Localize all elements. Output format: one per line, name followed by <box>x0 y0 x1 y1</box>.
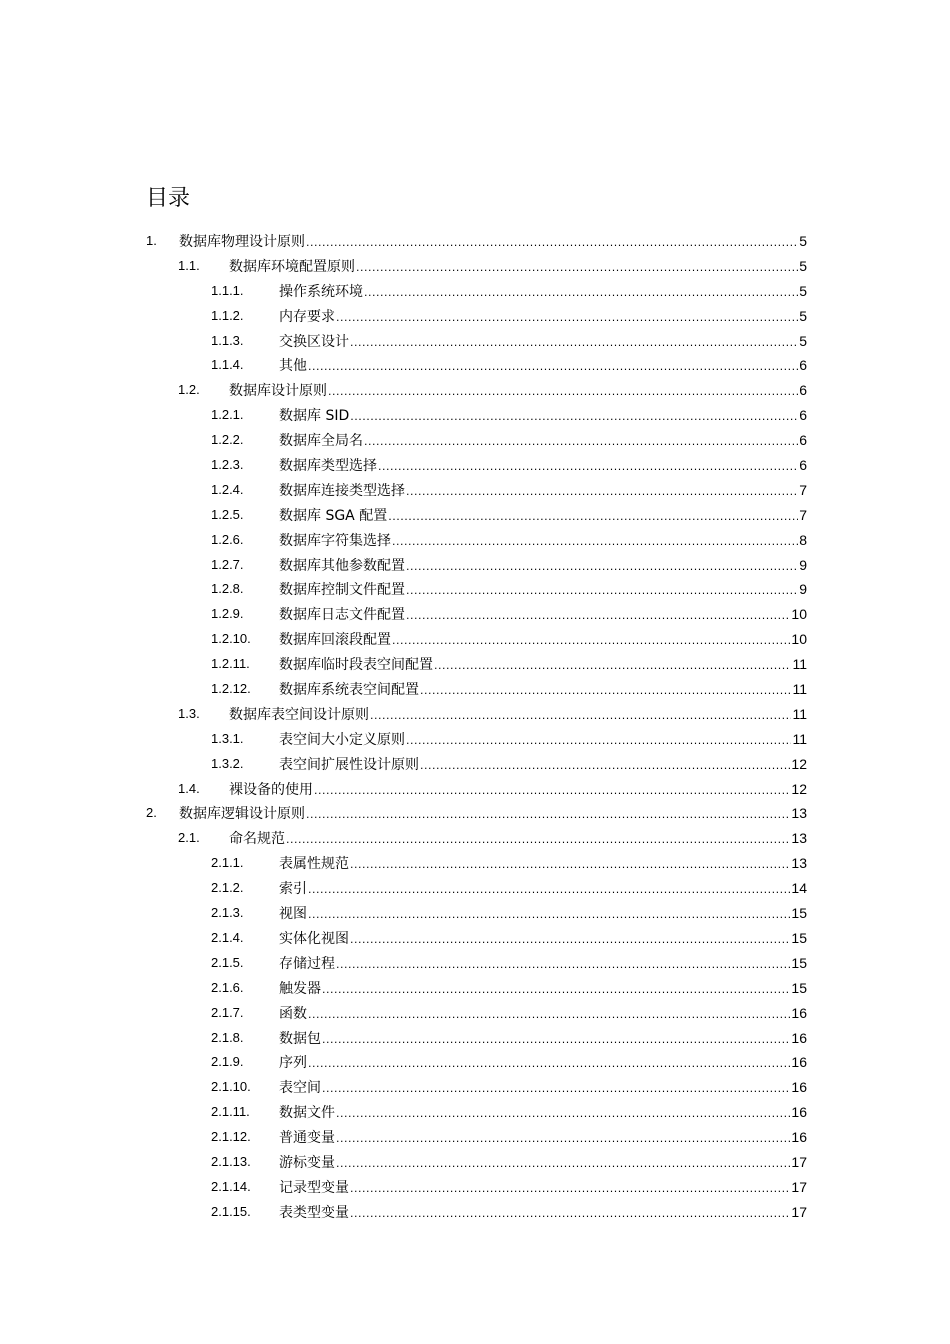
toc-dot-leader <box>350 928 790 953</box>
toc-entry-number: 1.2.2. <box>211 432 244 448</box>
toc-dot-leader <box>406 579 798 604</box>
toc-entry-body <box>279 876 807 903</box>
toc-entry-body <box>179 229 807 256</box>
toc-dot-leader <box>336 1127 790 1152</box>
toc-entry-body <box>279 403 807 430</box>
toc-entry-number: 1. <box>146 233 157 248</box>
toc-dot-leader <box>370 704 791 729</box>
toc-entry-text: 数据库物理设计原则 <box>179 234 305 250</box>
toc-entry[interactable] <box>0 976 950 1001</box>
toc-dot-leader <box>306 803 790 828</box>
toc-entry-body <box>279 926 807 953</box>
toc-entry-text: 表空间扩展性设计原则 <box>279 756 419 773</box>
toc-entry-page: 11 <box>792 656 807 673</box>
toc-entry-body <box>229 826 807 853</box>
toc-entry-text: 序列 <box>279 1055 307 1072</box>
toc-entry[interactable] <box>0 1001 950 1026</box>
toc-entry-text: 表类型变量 <box>279 1204 349 1221</box>
toc-entry-body <box>179 801 807 828</box>
toc-dot-leader <box>322 1028 790 1053</box>
toc-list <box>0 229 950 1225</box>
toc-dot-leader <box>364 281 798 306</box>
toc-entry-page: 11 <box>792 705 807 722</box>
toc-dot-leader <box>314 779 790 804</box>
toc-entry-number: 2.1.12. <box>211 1129 251 1145</box>
toc-entry-text: 记录型变量 <box>279 1179 349 1196</box>
toc-entry[interactable] <box>0 1125 950 1150</box>
toc-entry-body <box>279 901 807 928</box>
toc-entry-text: 存储过程 <box>279 955 335 972</box>
toc-entry-number: 2.1.7. <box>211 1004 244 1020</box>
toc-entry-page: 15 <box>791 954 807 971</box>
toc-entry-number: 1.3. <box>178 705 200 721</box>
toc-entry-body <box>279 627 807 654</box>
toc-entry-body <box>279 1075 807 1102</box>
toc-entry[interactable] <box>0 453 950 478</box>
toc-entry-body <box>279 1200 807 1227</box>
toc-entry-number: 2.1.14. <box>211 1178 251 1194</box>
toc-entry-number: 1.1.3. <box>211 332 244 348</box>
toc-dot-leader <box>336 306 798 331</box>
toc-dot-leader <box>336 1102 790 1127</box>
toc-entry-number: 2.1.1. <box>211 855 244 871</box>
toc-entry-body <box>279 1175 807 1202</box>
toc-entry[interactable] <box>0 378 950 403</box>
toc-entry-page: 5 <box>799 332 807 349</box>
toc-entry-text: 数据库环境配置原则 <box>229 258 355 275</box>
toc-entry-page: 5 <box>799 307 807 324</box>
toc-entry[interactable] <box>0 503 950 528</box>
toc-entry-number: 1.2.10. <box>211 631 251 647</box>
toc-entry-body <box>279 1001 807 1028</box>
toc-entry-body <box>279 1125 807 1152</box>
toc-entry[interactable] <box>0 304 950 329</box>
toc-entry-page: 7 <box>799 481 807 498</box>
toc-entry-body <box>279 329 807 356</box>
toc-entry-number: 2.1.6. <box>211 979 244 995</box>
toc-entry[interactable] <box>0 851 950 876</box>
toc-entry-text: 裸设备的使用 <box>229 781 313 798</box>
toc-entry-number: 2.1.8. <box>211 1029 244 1045</box>
toc-entry-page: 15 <box>791 979 807 996</box>
toc-entry[interactable] <box>0 1075 950 1100</box>
toc-entry[interactable] <box>0 478 950 503</box>
toc-entry-body <box>229 702 807 729</box>
toc-dot-leader <box>406 555 798 580</box>
toc-entry-text: 数据库设计原则 <box>229 383 327 400</box>
toc-entry-page: 17 <box>791 1178 807 1195</box>
toc-dot-leader <box>336 1152 790 1177</box>
toc-entry-page: 10 <box>791 606 807 623</box>
toc-entry-number: 1.1.1. <box>211 282 244 298</box>
toc-entry-page: 7 <box>799 506 807 523</box>
toc-entry-text: 索引 <box>279 881 307 898</box>
toc-entry-body <box>229 378 807 405</box>
toc-entry-number: 1.2.4. <box>211 481 244 497</box>
toc-entry-text: 普通变量 <box>279 1130 335 1147</box>
toc-entry-number: 1.3.2. <box>211 755 244 771</box>
toc-entry-text: 命名规范 <box>229 831 285 848</box>
toc-entry-number: 2.1.4. <box>211 929 244 945</box>
toc-entry[interactable] <box>0 926 950 951</box>
toc-entry[interactable] <box>0 652 950 677</box>
toc-entry-text: 实体化视图 <box>279 930 349 947</box>
toc-entry-number: 2. <box>146 805 157 821</box>
toc-entry[interactable] <box>0 279 950 304</box>
toc-entry-body <box>279 976 807 1003</box>
toc-entry[interactable] <box>0 428 950 453</box>
toc-dot-leader <box>392 629 790 654</box>
toc-entry-number: 1.3.1. <box>211 730 244 746</box>
toc-dot-leader <box>286 828 790 853</box>
toc-entry[interactable] <box>0 677 950 702</box>
toc-dot-leader <box>364 430 798 455</box>
toc-entry-text: 表空间大小定义原则 <box>279 731 405 748</box>
toc-entry-body <box>279 453 807 480</box>
toc-entry-number: 1.1.2. <box>211 307 244 323</box>
toc-entry-number: 1.2.3. <box>211 457 244 473</box>
toc-dot-leader <box>308 1003 790 1028</box>
toc-entry-page: 17 <box>791 1203 807 1220</box>
toc-entry-number: 2.1.15. <box>211 1203 251 1219</box>
toc-entry-page: 5 <box>799 257 807 274</box>
toc-entry-body <box>279 727 807 754</box>
toc-entry-number: 1.2.11. <box>211 656 250 672</box>
toc-entry-text: 数据库表空间设计原则 <box>229 706 369 723</box>
toc-entry[interactable] <box>0 702 950 727</box>
toc-entry-body <box>279 1100 807 1127</box>
toc-entry[interactable] <box>0 1200 950 1225</box>
toc-entry-page: 16 <box>791 1079 807 1096</box>
toc-entry-page: 6 <box>799 457 807 474</box>
toc-entry-page: 13 <box>791 855 807 872</box>
toc-entry-body <box>229 254 807 281</box>
toc-entry[interactable] <box>0 528 950 553</box>
toc-entry[interactable] <box>0 1050 950 1075</box>
toc-dot-leader <box>392 530 798 555</box>
toc-entry[interactable] <box>0 901 950 926</box>
toc-entry[interactable] <box>0 1150 950 1175</box>
toc-entry-number: 2.1.5. <box>211 954 244 970</box>
toc-entry-number: 1.2.5. <box>211 506 244 522</box>
toc-entry-page: 15 <box>791 905 807 922</box>
toc-entry-text: 数据库逻辑设计原则 <box>179 806 305 823</box>
toc-entry-text: 视图 <box>279 906 307 923</box>
toc-entry-text: 触发器 <box>279 980 321 997</box>
toc-entry-page: 16 <box>791 1129 807 1146</box>
toc-entry[interactable] <box>0 826 950 851</box>
toc-entry-body <box>279 528 807 555</box>
toc-entry-body <box>279 652 807 679</box>
toc-entry[interactable] <box>0 353 950 378</box>
toc-entry-page: 16 <box>791 1054 807 1071</box>
toc-entry-text: 数据库全局名 <box>279 433 363 450</box>
toc-dot-leader <box>336 953 790 978</box>
toc-entry-page: 16 <box>791 1029 807 1046</box>
toc-entry-body <box>279 304 807 331</box>
toc-entry-page: 11 <box>792 730 807 747</box>
toc-entry-page: 6 <box>799 357 807 374</box>
toc-entry-page: 15 <box>791 929 807 946</box>
toc-entry-page: 16 <box>791 1104 807 1121</box>
toc-entry-text: 数据库字符集选择 <box>279 532 391 549</box>
toc-entry-page: 10 <box>791 631 807 648</box>
toc-entry-page: 11 <box>792 681 807 698</box>
toc-entry-text: 数据库控制文件配置 <box>279 582 405 599</box>
toc-entry-body <box>229 777 807 804</box>
toc-entry-body <box>279 478 807 505</box>
toc-entry-page: 9 <box>799 581 807 598</box>
toc-dot-leader <box>350 1202 790 1227</box>
toc-entry-page: 9 <box>799 556 807 573</box>
toc-dot-leader <box>308 355 798 380</box>
toc-entry-body <box>279 553 807 580</box>
toc-entry-text: 数据库 SGA 配置 <box>279 507 388 524</box>
toc-dot-leader <box>388 505 798 530</box>
toc-entry-text: 数据包 <box>279 1030 321 1047</box>
toc-entry-page: 6 <box>799 407 807 424</box>
toc-entry[interactable] <box>0 727 950 752</box>
toc-entry-number: 2.1.3. <box>211 905 244 921</box>
toc-entry-page: 13 <box>791 805 807 822</box>
toc-dot-leader <box>434 654 791 679</box>
toc-dot-leader <box>308 1052 790 1077</box>
toc-dot-leader <box>350 405 798 430</box>
toc-entry-body <box>279 951 807 978</box>
toc-dot-leader <box>350 1177 790 1202</box>
toc-entry-text: 数据库系统表空间配置 <box>279 682 419 699</box>
toc-entry[interactable] <box>0 602 950 627</box>
toc-dot-leader <box>356 256 798 281</box>
toc-entry-page: 13 <box>791 830 807 847</box>
toc-entry-page: 6 <box>799 382 807 399</box>
toc-entry-text: 数据文件 <box>279 1105 335 1122</box>
toc-entry[interactable] <box>0 229 950 254</box>
toc-entry-body <box>279 602 807 629</box>
toc-entry-text: 内存要求 <box>279 308 335 325</box>
toc-entry-text: 数据库日志文件配置 <box>279 607 405 624</box>
toc-dot-leader <box>322 978 790 1003</box>
toc-entry-page: 8 <box>799 531 807 548</box>
toc-entry-text: 表属性规范 <box>279 856 349 873</box>
toc-dot-leader <box>308 903 790 928</box>
toc-title: 目录 <box>146 186 191 211</box>
toc-entry[interactable] <box>0 777 950 802</box>
toc-dot-leader <box>306 231 798 256</box>
toc-entry-body <box>279 577 807 604</box>
toc-entry-body <box>279 677 807 704</box>
toc-entry[interactable] <box>0 752 950 777</box>
toc-entry-page: 12 <box>791 755 807 772</box>
toc-entry-text: 数据库其他参数配置 <box>279 557 405 574</box>
toc-entry-body <box>279 279 807 306</box>
toc-dot-leader <box>378 455 798 480</box>
toc-entry[interactable] <box>0 254 950 279</box>
toc-dot-leader <box>420 754 790 779</box>
toc-entry[interactable] <box>0 1100 950 1125</box>
toc-entry-body <box>279 1026 807 1053</box>
toc-dot-leader <box>406 729 791 754</box>
toc-entry-body <box>279 503 807 530</box>
toc-dot-leader <box>406 480 798 505</box>
toc-entry-number: 1.1. <box>178 257 200 273</box>
toc-dot-leader <box>350 853 790 878</box>
toc-entry-body <box>279 353 807 380</box>
toc-entry-number: 2.1.13. <box>211 1153 251 1169</box>
toc-entry[interactable] <box>0 876 950 901</box>
toc-dot-leader <box>420 679 791 704</box>
toc-entry-body <box>279 428 807 455</box>
toc-entry[interactable] <box>0 951 950 976</box>
toc-entry-text: 其他 <box>279 358 307 375</box>
toc-entry-text: 函数 <box>279 1005 307 1022</box>
toc-entry-text: 数据库回滚段配置 <box>279 632 391 649</box>
toc-entry-number: 1.2.12. <box>211 681 251 697</box>
toc-entry[interactable] <box>0 1175 950 1200</box>
toc-entry-number: 1.4. <box>178 780 200 796</box>
toc-entry[interactable] <box>0 577 950 602</box>
toc-entry-number: 1.2.6. <box>211 531 244 547</box>
toc-entry-text: 数据库连接类型选择 <box>279 482 405 499</box>
toc-entry-body <box>279 1050 807 1077</box>
toc-entry-number: 1.2.8. <box>211 581 244 597</box>
toc-entry-page: 12 <box>791 780 807 797</box>
toc-entry-text: 交换区设计 <box>279 333 349 350</box>
toc-dot-leader <box>322 1077 790 1102</box>
toc-dot-leader <box>308 878 790 903</box>
toc-entry-number: 1.2.9. <box>211 606 244 622</box>
toc-entry-page: 6 <box>799 432 807 449</box>
toc-entry-text: 表空间 <box>279 1080 321 1097</box>
toc-entry-page: 5 <box>799 282 807 299</box>
toc-entry[interactable] <box>0 403 950 428</box>
toc-entry-number: 2.1.10. <box>211 1079 251 1095</box>
toc-entry-number: 2.1. <box>178 830 200 846</box>
toc-entry-text: 操作系统环境 <box>279 283 363 300</box>
toc-entry[interactable] <box>0 801 950 826</box>
toc-entry-number: 2.1.9. <box>211 1054 244 1070</box>
toc-entry-body <box>279 752 807 779</box>
toc-entry-number: 2.1.2. <box>211 880 244 896</box>
toc-entry-page: 14 <box>791 880 807 897</box>
toc-entry-number: 1.2. <box>178 382 200 398</box>
toc-entry[interactable] <box>0 329 950 354</box>
toc-entry-number: 1.2.1. <box>211 407 244 423</box>
toc-entry-text: 游标变量 <box>279 1154 335 1171</box>
toc-entry-page: 16 <box>791 1004 807 1021</box>
toc-dot-leader <box>350 331 798 356</box>
toc-entry-number: 2.1.11. <box>211 1104 250 1120</box>
toc-entry[interactable] <box>0 553 950 578</box>
toc-dot-leader <box>328 380 798 405</box>
toc-entry[interactable] <box>0 1026 950 1051</box>
toc-entry-body <box>279 1150 807 1177</box>
toc-entry-body <box>279 851 807 878</box>
toc-entry[interactable] <box>0 627 950 652</box>
toc-entry-text: 数据库 SID <box>279 408 350 425</box>
toc-entry-text: 数据库临时段表空间配置 <box>279 657 433 674</box>
toc-entry-page: 17 <box>791 1153 807 1170</box>
toc-entry-number: 1.2.7. <box>211 556 244 572</box>
toc-entry-page: 5 <box>799 233 807 249</box>
toc-entry-text: 数据库类型选择 <box>279 458 377 475</box>
toc-entry-number: 1.1.4. <box>211 357 244 373</box>
toc-dot-leader <box>406 604 790 629</box>
